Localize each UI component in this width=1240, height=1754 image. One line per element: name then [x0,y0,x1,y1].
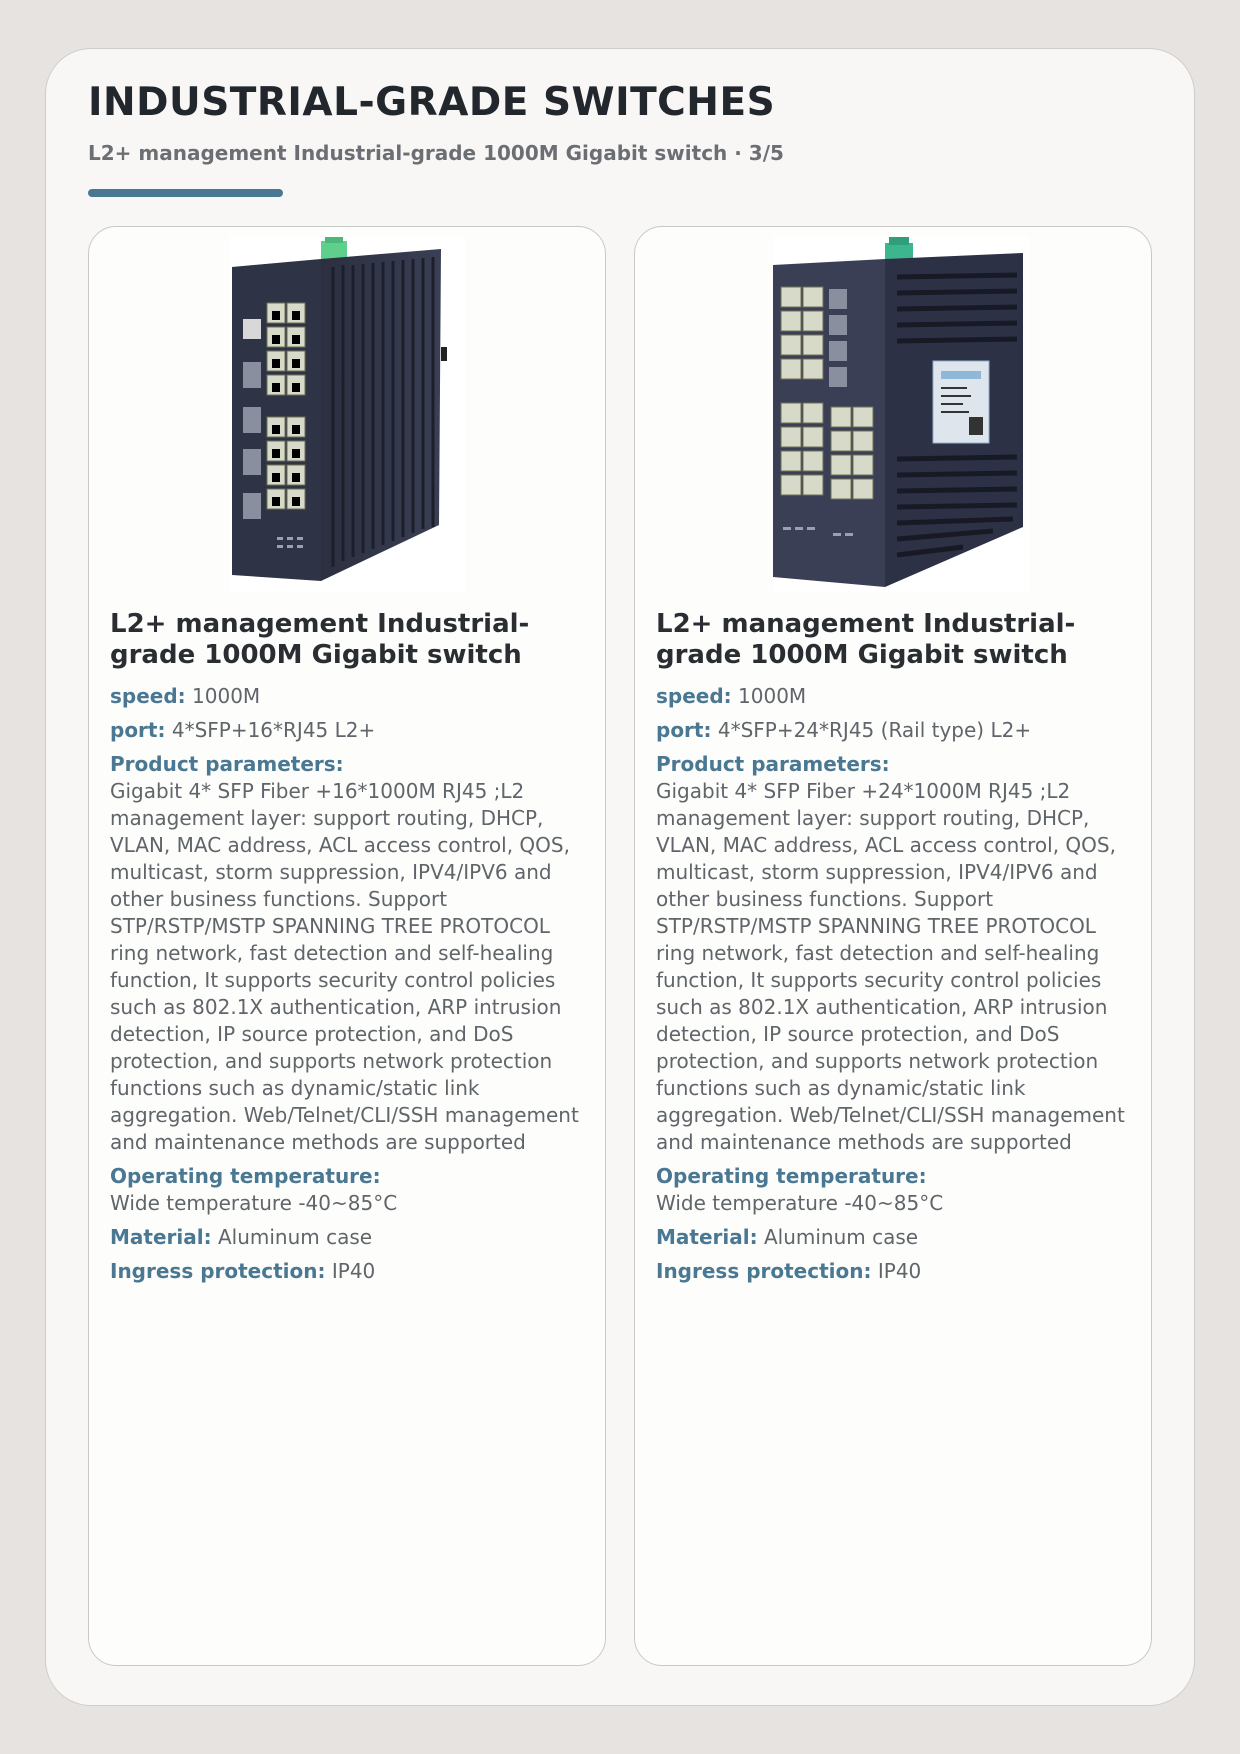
ingress-value: IP40 [877,1259,922,1283]
speed-label: speed: [110,684,186,708]
params-label: Product parameters: [656,752,890,776]
speed-row [656,683,1134,710]
temperature-value: Wide temperature -40~85°C [656,1191,944,1215]
port-label: port: [656,718,712,742]
product-details [656,609,1134,1292]
industrial-switch-photo-icon [229,237,465,593]
temperature-row [656,1163,1134,1217]
ingress-row [110,1258,588,1285]
temperature-row [110,1163,588,1217]
page-subtitle: L2+ management Industrial-grade 1000M Gigabit switch · 3/5 [88,141,784,165]
material-row [110,1224,588,1251]
page-title: INDUSTRIAL-GRADE SWITCHES [88,80,776,125]
params-row [656,751,1134,1156]
ingress-label: Ingress protection: [656,1259,872,1283]
ingress-row [656,1258,1134,1285]
material-row [656,1224,1134,1251]
speed-label: speed: [656,684,732,708]
port-row [110,717,588,744]
port-row [656,717,1134,744]
speed-row [110,683,588,710]
speed-value: 1000M [192,684,261,708]
material-value: Aluminum case [763,1225,919,1249]
temperature-label: Operating temperature: [110,1164,381,1188]
ingress-label: Ingress protection: [110,1259,326,1283]
speed-value: 1000M [738,684,807,708]
material-value: Aluminum case [217,1225,373,1249]
product-card [634,226,1152,1666]
product-card [88,226,606,1666]
product-title: L2+ management Industrial-grade 1000M Gigabit switch [656,609,1076,670]
material-label: Material: [110,1225,212,1249]
params-value: Gigabit 4* SFP Fiber +16*1000M RJ45 ;L2 management layer: support routing, DHCP, VLAN, MAC address, ACL access control, QOS, multicast, storm suppression, IPV4/IPV6 and other business functions. Support STP/RSTP/MSTP SPANNING TREE PROTOCOL ring network, fast detection and self-healing function, It supports security control policies such as 802.1X authentication, ARP intrusion detection, IP source protection, and DoS protection, and supports network protection functions such as dynamic/static link aggregation. Web/Telnet/CLI/SSH management and maintenance methods are supported [110,779,579,1154]
accent-bar [88,189,283,197]
port-value: 4*SFP+24*RJ45 (Rail type) L2+ [717,718,1032,742]
product-details [110,609,588,1292]
params-row [110,751,588,1156]
temperature-value: Wide temperature -40~85°C [110,1191,398,1215]
material-label: Material: [656,1225,758,1249]
temperature-label: Operating temperature: [656,1164,927,1188]
params-value: Gigabit 4* SFP Fiber +24*1000M RJ45 ;L2 management layer: support routing, DHCP, VLAN, MAC address, ACL access control, QOS, multicast, storm suppression, IPV4/IPV6 and other business functions. Support STP/RSTP/MSTP SPANNING TREE PROTOCOL ring network, fast detection and self-healing function, It supports security control policies such as 802.1X authentication, ARP intrusion detection, IP source protection, and DoS protection, and supports network protection functions such as dynamic/static link aggregation. Web/Telnet/CLI/SSH management and maintenance methods are supported [656,779,1125,1154]
params-label: Product parameters: [110,752,344,776]
ingress-value: IP40 [331,1259,376,1283]
product-image [229,237,465,593]
port-value: 4*SFP+16*RJ45 L2+ [171,718,376,742]
port-label: port: [110,718,166,742]
industrial-switch-photo-icon [773,237,1029,593]
product-title: L2+ management Industrial-grade 1000M Gigabit switch [110,609,530,670]
product-image [773,237,1029,593]
